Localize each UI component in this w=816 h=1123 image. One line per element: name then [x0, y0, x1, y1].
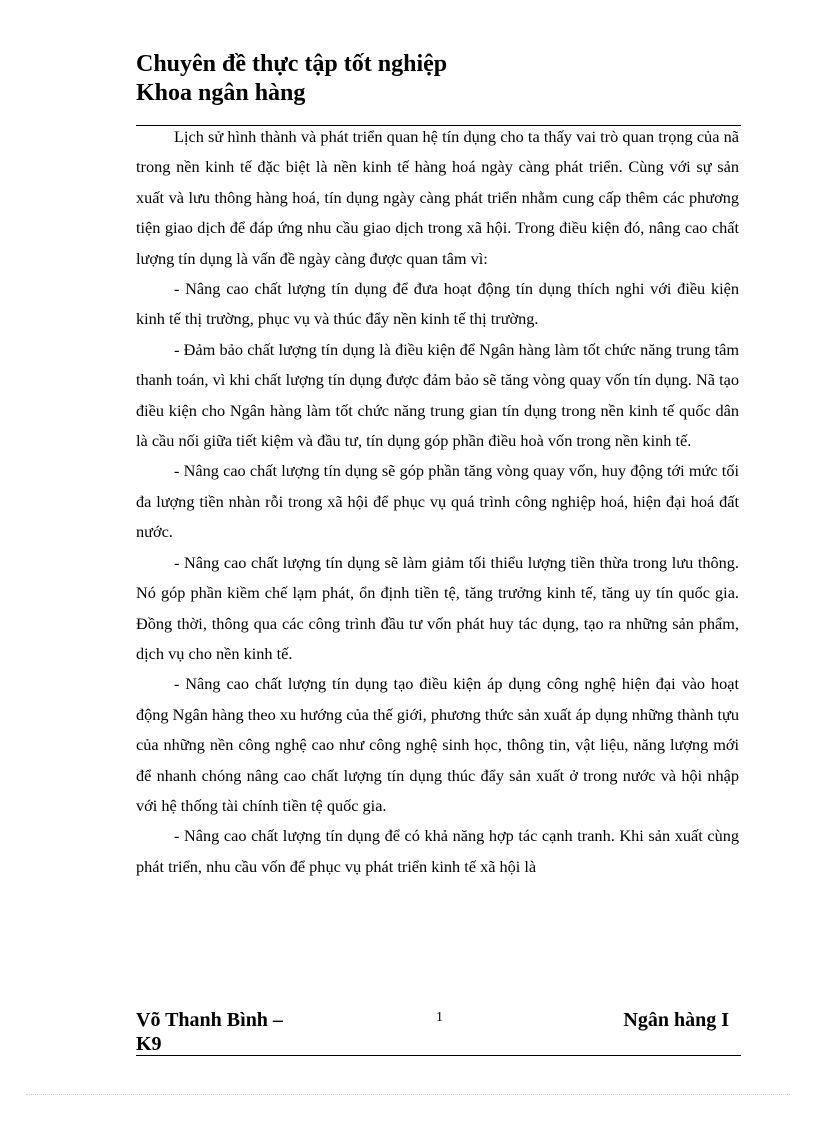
paragraph-competition: - Nâng cao chất lượng tín dụng để có khả năng hợp tác cạnh tranh. Khi sản xuất cùng phát triển, nhu cầu vốn để phục vụ phát triển kinh tế xã hội là — [136, 826, 739, 876]
footer-author: Võ Thanh Bình – K9 — [136, 1009, 283, 1055]
paragraph-payment-center: - Đảm bảo chất lượng tín dụng là điều kiện để Ngân hàng làm tốt chức năng trung tâm thanh toán, vì khi chất lượng tín dụng được đảm bảo sẽ tăng vòng quay vốn tín dụng. Nã tạo điều kiện cho Ngân hàng làm tốt chức năng trung gian tín dụng trong nền kinh tế quốc dân là cầu nối giữa tiết kiệm và đầu tư, tín dụng góp phần điều hoà vốn trong nền kinh tế. — [136, 339, 739, 451]
footer-department: Ngân hàng I — [623, 1009, 729, 1031]
page-boundary-rule — [26, 1094, 790, 1095]
paragraph-capital-turnover: - Nâng cao chất lượng tín dụng sẽ góp phần tăng vòng quay vốn, huy động tới mức tối đa lượng tiền nhàn rỗi trong xã hội để phục vụ quá trình công nghiệp hoá, hiện đại hoá đất nước. — [136, 461, 739, 542]
footer-rule — [136, 1055, 741, 1056]
page-header — [136, 50, 741, 108]
document-title: Chuyên đề thực tập tốt nghiệp — [136, 51, 448, 77]
document-body — [136, 122, 739, 882]
faculty-name: Khoa ngân hàng — [136, 80, 306, 106]
paragraph-intro: Lịch sử hình thành và phát triển quan hệ tín dụng cho ta thấy vai trò quan trọng của nã trong nền kinh tế đặc biệt là nền kinh tế hàng hoá ngày càng phát triển. Cùng với sự sản xuất và lưu thông hàng hoá, tín dụng ngày càng phát triển nhằm cung cấp thêm các phương tiện giao dịch để đáp ứng nhu cầu giao dịch trong xã hội. Trong điều kiện đó, nâng cao chất lượng tín dụng là vấn đề ngày càng được quan tâm vì: — [136, 127, 739, 268]
page-footer — [136, 1008, 741, 1058]
paragraph-adapt-market: - Nâng cao chất lượng tín dụng để đưa hoạt động tín dụng thích nghi với điều kiện kinh tế thị trường, phục vụ và thúc đẩy nền kinh tế thị trường. — [136, 279, 739, 329]
page-number: 1 — [436, 1010, 443, 1025]
paragraph-inflation-control: - Nâng cao chất lượng tín dụng sẽ làm giảm tối thiểu lượng tiền thừa trong lưu thông. Nó góp phần kiềm chế lạm phát, ổn định tiền tệ, tăng trưởng kinh tế, tăng uy tín quốc gia. Đồng thời, thông qua các công trình đầu tư vốn phát huy tác dụng, tạo ra những sản phẩm, dịch vụ cho nền kinh tế. — [136, 552, 739, 663]
paragraph-modern-technology: - Nâng cao chất lượng tín dụng tạo điều kiện áp dụng công nghệ hiện đại vào hoạt động Ngân hàng theo xu hướng của thế giới, phương thức sản xuất áp dụng những thành tựu của những nền công nghệ cao như công nghệ sinh học, thông tin, vật liệu, năng lượng mới để nhanh chóng nâng cao chất lượng tín dụng thúc đẩy sản xuất ở trong nước và hội nhập với hệ thống tài chính tiền tệ quốc gia. — [136, 674, 739, 815]
